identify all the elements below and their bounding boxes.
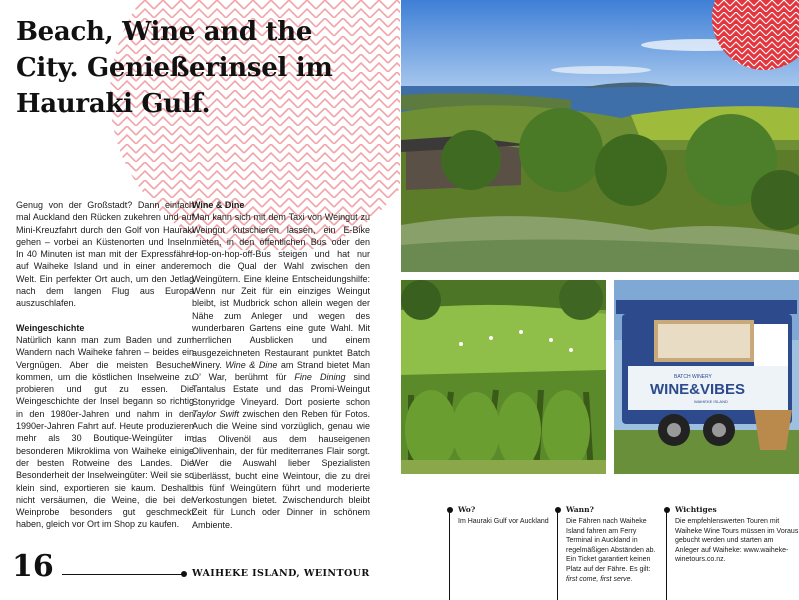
folio-rule bbox=[62, 574, 182, 575]
trailer-sub-text: WAIHEKE ISLAND bbox=[694, 399, 728, 404]
trailer-brand-text: WINE&VIBES bbox=[650, 381, 746, 398]
section-heading-weingeschichte: Weingeschichte bbox=[16, 322, 85, 333]
text-run: zwischen den Reben für Fotos. Auch die Weine sind vorzüglich, genau wie das Olivenöl aus dem hauseigenen Olivenhain, der für mediterranes Flair sorgt. Wer die Auswahl lieber Spezialisten überlässt, bucht eine Weintour, die zu drei bis fünf Weingütern führt und moderierte Verkostungen bietet. Zwischendurch bleibt Zeit für Lunch oder Dinner in schönem Ambiente. bbox=[192, 409, 370, 530]
intro-paragraph: Genug von der Großstadt? Dann einfach mal Auckland den Rücken zukehren und auf Mini-Kreuzfahrt durch den Golf von Hauraki gehen – vorbei an Küstenorten und Inseln. In 40 Minuten ist man mit der Expressfähre auf Waiheke Island und in einer anderen Welt. Ein perfekter Ort auch, um den Jetlag nach dem langen Flug aus Europa auszuschlafen. bbox=[16, 200, 194, 309]
info-text bbox=[566, 517, 662, 584]
text-run: am Strand bietet Man O’ War, berühmt für bbox=[192, 359, 370, 383]
text-run: sind Tantalus Estate und das Promi-Weingut Stonyridge Vineyard. Dort posierte schon bbox=[192, 372, 370, 407]
info-text: Die empfehlenswerten Touren mit Waiheke Wine Tours müssen im Voraus gebucht werden und starten am Anleger auf Waiheke: www.waiheke-winetours.co.nz. bbox=[675, 518, 799, 564]
text-run: Man kann sich mit dem Taxi von Weingut zu Weingut kutschieren lassen, ein E-Bike mieten, in den öffentlichen Bus oder den Hop-on-hop-off-Bus steigen und hat nur noch die Qual der Wahl zwischen den Weingütern. Eine kleine Entscheidungshilfe: Wenn nur Zeit für ein einziges Weingut bleibt, ist Mudbrick schon allein wegen der Nähe zum Anleger und wegen des wunderbaren Gartens eine gute Wahl. Mit herrlichen Ausblicken und einem ausgezeichneten Restaurant punktet Batch Winery. bbox=[192, 212, 370, 370]
info-dot-icon bbox=[664, 507, 670, 513]
info-dot-icon bbox=[447, 507, 453, 513]
article-column-2 bbox=[192, 199, 370, 531]
page-number: 16 bbox=[12, 549, 54, 584]
info-dot-icon bbox=[555, 507, 561, 513]
trailer-small-text: BATCH WINERY bbox=[674, 374, 712, 380]
page-title: Beach, Wine and the City. Genießerinsel im Hauraki Gulf. bbox=[16, 17, 333, 119]
info-heading: Wann? bbox=[566, 505, 594, 514]
info-rule bbox=[557, 509, 558, 600]
weingeschichte-paragraph: Natürlich kann man zum Baden und zum Wandern nach Waiheke fahren – beides ein Vergnügen. Aber die meisten Besucher kommen, um die köstlichen Inselweine zu probieren und gut zu essen. Die Weingeschichte der Insel begann so richtig in den 1980er-Jahren und nahm in den 1990er-Jahren Fahrt auf. Heute produzieren mehr als 30 Boutique-Weingüter im besonderen Mikroklima von Waiheke einige der besten Rotweine des Landes. Die Besonderheit der Inselweingüter: Weil sie so klein sind, exportieren sie kaum. Deshalb nicht versäumen, die Weine, die bei der Weinprobe besonders gut geschmeckt haben, gleich vor Ort im Shop zu kaufen. bbox=[16, 334, 194, 530]
emphasis-run: first come, first serve. bbox=[566, 575, 633, 583]
corner-chevron-pattern-icon bbox=[706, 0, 799, 75]
emphasis-run: Wine & Dine bbox=[225, 359, 278, 370]
article-column-1 bbox=[16, 199, 194, 531]
wine-trailer-photo bbox=[614, 280, 799, 474]
wine-dine-paragraph bbox=[192, 211, 370, 531]
text-run: Die Fähren nach Waiheke Island fahren am Ferry Terminal in Auckland in regelmäßigen Abständen ab. Ein Ticket garantiert keinen Platz auf der Fähre. Es gilt: bbox=[566, 518, 656, 573]
section-heading-wine-dine: Wine & Dine bbox=[192, 200, 245, 210]
info-heading: Wichtiges bbox=[675, 505, 717, 514]
info-dot-icon bbox=[181, 571, 187, 577]
emphasis-run: Fine Dining bbox=[294, 372, 346, 383]
info-text: Im Hauraki Gulf vor Auckland bbox=[458, 518, 549, 525]
info-rule bbox=[449, 509, 450, 600]
vineyard-photo bbox=[401, 280, 606, 474]
info-rule bbox=[666, 509, 667, 600]
info-heading: Wo? bbox=[458, 505, 476, 514]
emphasis-run: Taylor Swift bbox=[192, 409, 240, 420]
section-label: WAIHEKE ISLAND, WEINTOUR bbox=[192, 568, 370, 579]
